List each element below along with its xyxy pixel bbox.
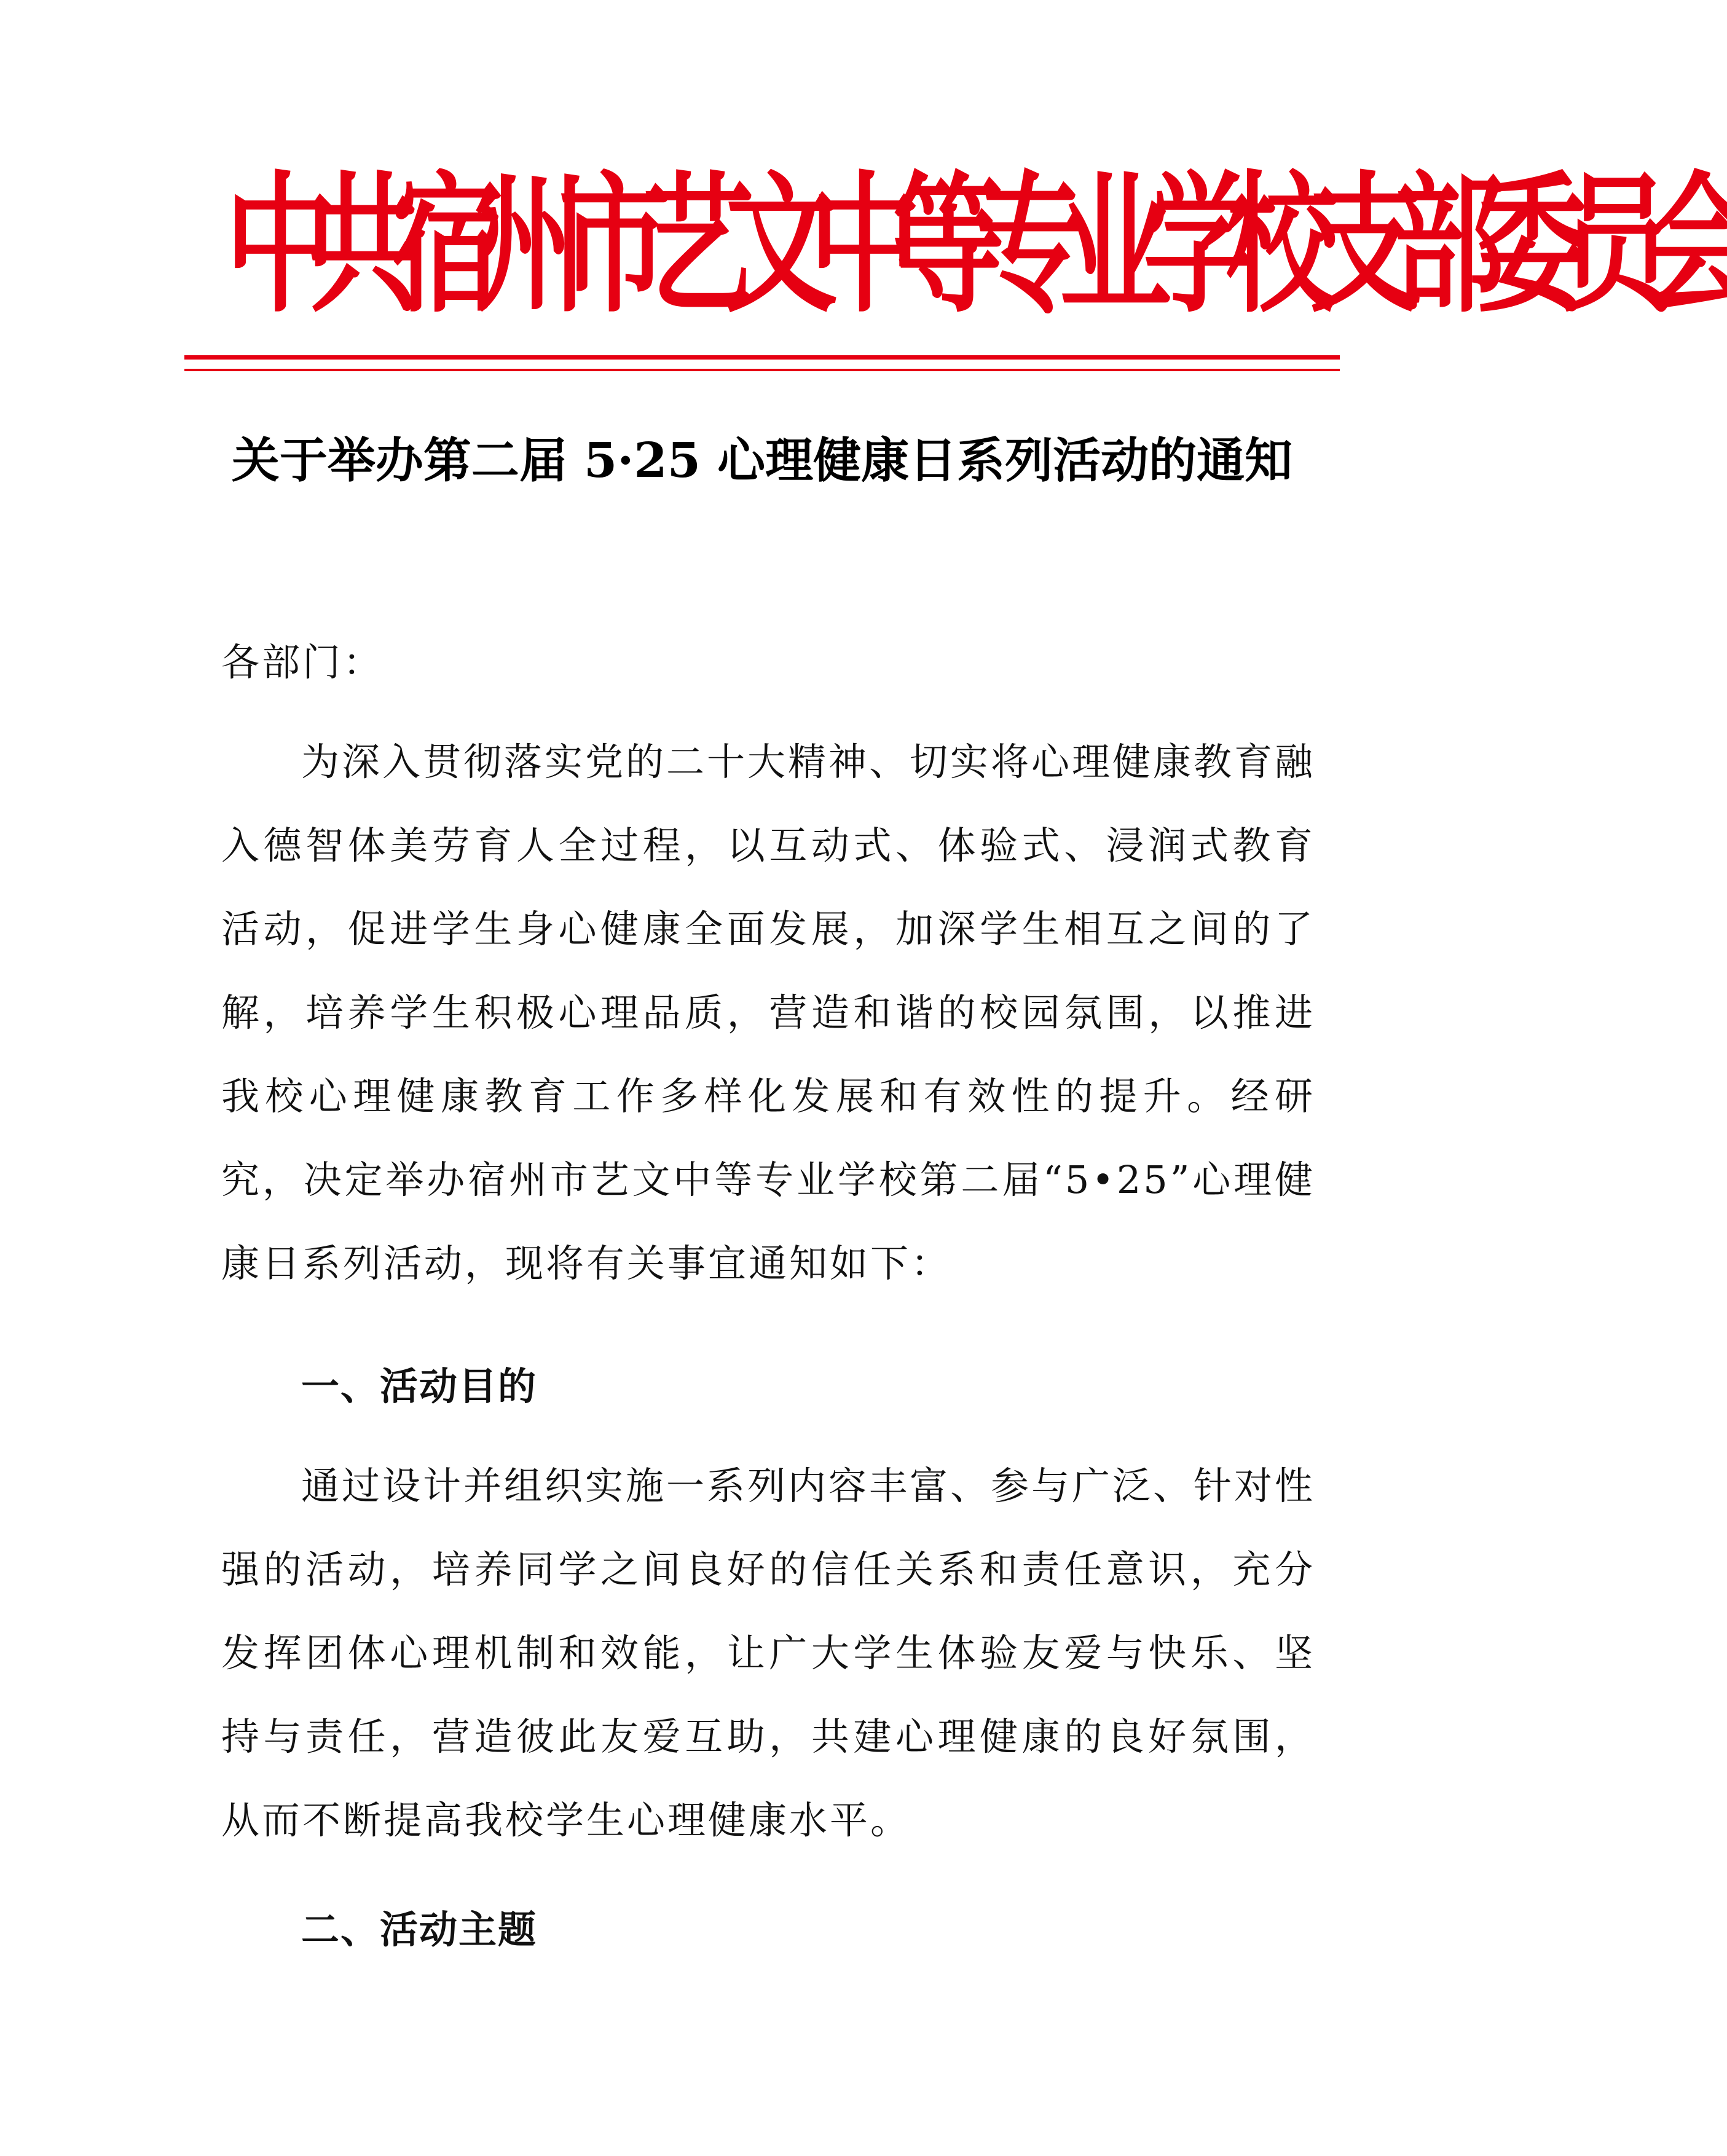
section-heading-purpose: 一、活动目的: [301, 1364, 538, 1409]
notice-title: 关于举办第二届 5·25 心理健康日系列活动的通知: [231, 433, 1293, 489]
salutation: 各部门：: [221, 640, 384, 685]
organization-header: 中共宿州市艺文中等专业学校支部委员会: [224, 158, 1727, 334]
section-heading-theme: 二、活动主题: [301, 1907, 538, 1952]
header-divider-thick: [184, 355, 1340, 360]
header-divider-thin: [184, 369, 1340, 371]
intro-paragraph: 为深入贯彻落实党的二十大精神、切实将心理健康教育融入德智体美劳育人全过程，以互动式、体验式、浸润式教育活动，促进学生身心健康全面发展，加深学生相互之间的了解，培养学生积极心理品质，营造和谐的校园氛围，以推进我校心理健康教育工作多样化发展和有效性的提升。经研究，决定举办宿州市艺文中等专业学校第二届“5•25”心理健康日系列活动，现将有关事宜通知如下：: [221, 739, 1316, 1286]
section-paragraph-purpose: 通过设计并组织实施一系列内容丰富、参与广泛、针对性强的活动，培养同学之间良好的信任关系和责任意识，充分发挥团体心理机制和效能，让广大学生体验友爱与快乐、坚持与责任，营造彼此友爱互助，共建心理健康的良好氛围，从而不断提高我校学生心理健康水平。: [221, 1463, 1316, 1843]
